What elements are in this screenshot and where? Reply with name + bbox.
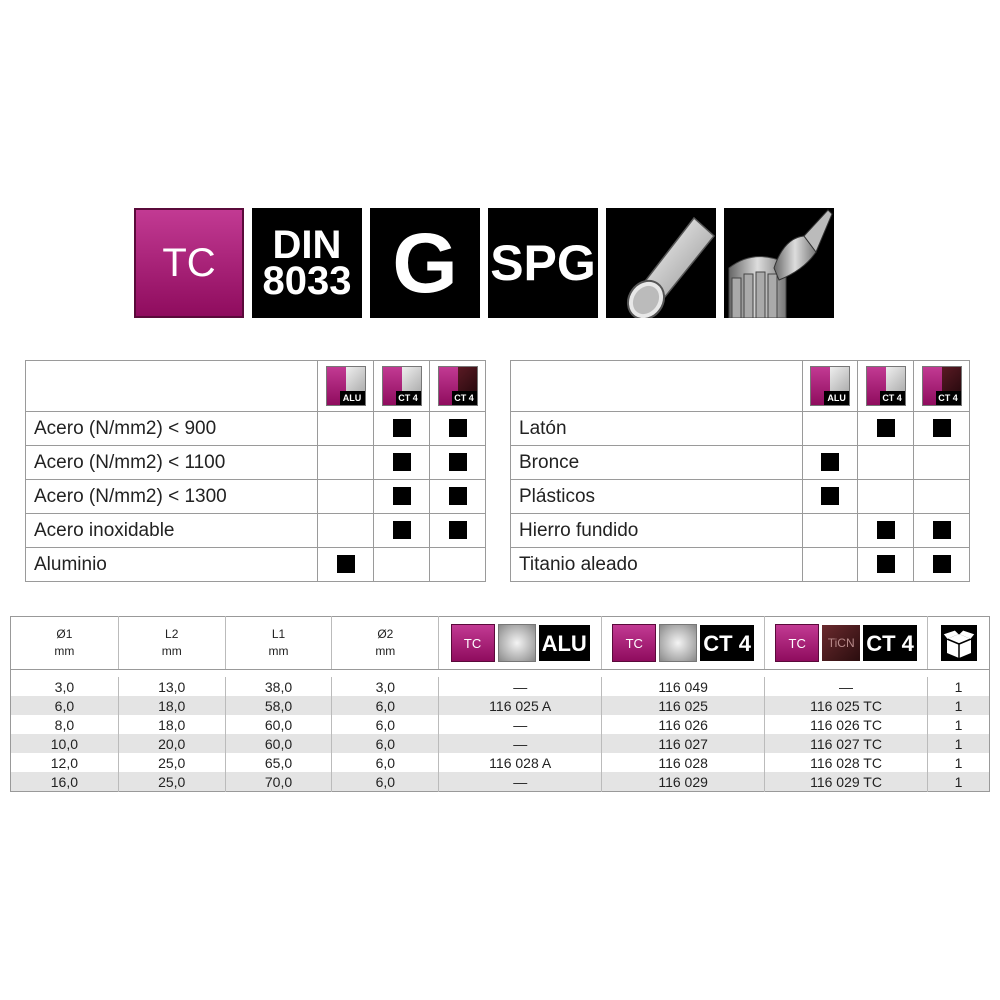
alu-tool-icon: ALU — [326, 366, 366, 406]
header-empty — [26, 361, 318, 412]
ct4-tool-icon: CT 4 — [866, 366, 906, 406]
table-row — [11, 696, 990, 715]
cell-alu: 116 028 A — [439, 753, 602, 772]
cell-alu: — — [439, 734, 602, 753]
header-alu — [318, 361, 374, 412]
table-row — [11, 772, 990, 792]
cell-qty: 1 — [954, 716, 963, 733]
cell-ct4: 116 028 — [602, 753, 765, 772]
cell-qty: 1 — [954, 754, 963, 771]
material-name: Latón — [511, 412, 803, 446]
check-square-icon — [933, 419, 951, 437]
check-square-icon — [821, 487, 839, 505]
col-alu — [439, 617, 602, 670]
material-row — [511, 480, 970, 514]
cell-ticn: 116 027 TC — [765, 734, 928, 753]
mark-ct4 — [374, 446, 430, 480]
material-table-left — [25, 360, 486, 582]
ct4-ticn-tool-icon: CT 4 — [922, 366, 962, 406]
cell-ticn: 116 025 TC — [765, 696, 928, 715]
cell-l2: 18,0 — [118, 715, 225, 734]
mark-ct4 — [858, 480, 914, 514]
mark-alu — [803, 480, 858, 514]
ct4-tool-icon: CT 4 — [382, 366, 422, 406]
mark-alu — [803, 446, 858, 480]
material-row — [511, 412, 970, 446]
check-square-icon — [821, 453, 839, 471]
dimension-header-row — [11, 617, 990, 670]
material-row — [511, 548, 970, 582]
cell-d1: 3,0 — [11, 677, 119, 696]
mark-ct4 — [858, 548, 914, 582]
cell-d2: 3,0 — [332, 677, 439, 696]
check-square-icon — [393, 487, 411, 505]
alu-coating-label: TC ALU — [451, 624, 590, 662]
header-ct4-ticn — [430, 361, 486, 412]
check-square-icon — [393, 419, 411, 437]
mark-ct4 — [858, 514, 914, 548]
ct4-ticn-tool-icon: CT 4 — [438, 366, 478, 406]
cell-l1: 38,0 — [225, 677, 332, 696]
check-square-icon — [393, 521, 411, 539]
col-d2: Ø2 mm — [332, 617, 439, 670]
mark-ct4-ticn — [914, 412, 970, 446]
mark-ct4-ticn — [914, 446, 970, 480]
alu-tool-icon: ALU — [810, 366, 850, 406]
mark-ct4-ticn — [914, 480, 970, 514]
material-row — [26, 446, 486, 480]
cell-qty: 1 — [928, 772, 990, 792]
header-ct4 — [858, 361, 914, 412]
mark-ct4-ticn — [430, 480, 486, 514]
g-badge — [370, 208, 480, 318]
cell-qty: 1 — [928, 696, 990, 715]
cell-d2: 6,0 — [332, 772, 439, 792]
mark-alu — [803, 412, 858, 446]
carbide-disk-icon — [498, 624, 536, 662]
mark-ct4-ticn — [430, 514, 486, 548]
mark-ct4 — [374, 412, 430, 446]
cell-qty: 1 — [928, 734, 990, 753]
mark-alu — [803, 514, 858, 548]
cell-alu: — — [439, 715, 602, 734]
din-badge — [252, 208, 362, 318]
check-square-icon — [933, 555, 951, 573]
col-ct4 — [602, 617, 765, 670]
cell-d2: 6,0 — [332, 753, 439, 772]
header-empty — [511, 361, 803, 412]
spg-badge — [488, 208, 598, 318]
material-table-right — [510, 360, 970, 582]
check-square-icon — [877, 521, 895, 539]
cell-alu: — — [439, 772, 602, 792]
material-row — [26, 548, 486, 582]
tube-icon — [606, 208, 716, 318]
mark-ct4-ticn — [430, 548, 486, 582]
material-name: Aluminio — [26, 548, 318, 582]
material-row — [511, 514, 970, 548]
header-alu — [803, 361, 858, 412]
badge-row — [134, 208, 842, 318]
cell-l1: 60,0 — [225, 715, 332, 734]
material-name: Bronce — [511, 446, 803, 480]
check-square-icon — [449, 419, 467, 437]
mark-alu — [803, 548, 858, 582]
mark-ct4-ticn — [914, 514, 970, 548]
cell-ct4: 116 049 — [602, 677, 765, 696]
dimension-table — [10, 616, 990, 792]
cell-l1: 60,0 — [225, 734, 332, 753]
mark-ct4 — [374, 480, 430, 514]
col-d1: Ø1 mm — [11, 617, 119, 670]
material-row — [26, 514, 486, 548]
mark-ct4-ticn — [430, 446, 486, 480]
cell-l1: 65,0 — [225, 753, 332, 772]
cell-alu: 116 025 A — [439, 696, 602, 715]
material-name: Acero (N/mm2) < 900 — [26, 412, 318, 446]
material-name: Acero (N/mm2) < 1100 — [26, 446, 318, 480]
mark-ct4-ticn — [914, 548, 970, 582]
check-square-icon — [449, 521, 467, 539]
cell-d2: 6,0 — [332, 734, 439, 753]
mark-alu — [318, 514, 374, 548]
ct4-coating-label: TC CT 4 — [612, 624, 754, 662]
col-l1: L1 mm — [225, 617, 332, 670]
check-square-icon — [449, 453, 467, 471]
col-ticn — [765, 617, 928, 670]
header-ct4-ticn — [914, 361, 970, 412]
tc-badge — [134, 208, 244, 318]
check-square-icon — [337, 555, 355, 573]
cell-ct4: 116 029 — [602, 772, 765, 792]
cell-l2: 13,0 — [118, 677, 225, 696]
material-name: Plásticos — [511, 480, 803, 514]
cell-d1: 10,0 — [11, 734, 119, 753]
check-square-icon — [393, 453, 411, 471]
col-l2: L2 mm — [118, 617, 225, 670]
cell-ct4: 116 027 — [602, 734, 765, 753]
mark-ct4 — [374, 514, 430, 548]
package-box-icon — [941, 625, 977, 661]
mark-alu — [318, 548, 374, 582]
cell-l2: 20,0 — [118, 734, 225, 753]
cell-d1: 12,0 — [11, 753, 119, 772]
ticn-coating-label: TC TiCN CT 4 — [775, 624, 917, 662]
material-name: Titanio aleado — [511, 548, 803, 582]
cell-ticn: 116 029 TC — [765, 772, 928, 792]
mark-alu — [318, 412, 374, 446]
material-row — [26, 480, 486, 514]
cell-ticn: 116 028 TC — [765, 753, 928, 772]
g-badge-label: G — [392, 215, 458, 310]
cell-l1: 70,0 — [225, 772, 332, 792]
carbide-disk-icon — [659, 624, 697, 662]
cell-l2: 25,0 — [118, 753, 225, 772]
mark-alu — [318, 480, 374, 514]
header-ct4 — [374, 361, 430, 412]
burr-tool-icon — [724, 208, 834, 318]
cell-l1: 58,0 — [225, 696, 332, 715]
cell-ct4: 116 025 — [602, 696, 765, 715]
mark-alu — [318, 446, 374, 480]
table-row — [11, 753, 990, 772]
mark-ct4 — [858, 412, 914, 446]
tc-badge-label: TC — [162, 240, 216, 285]
cell-d2: 6,0 — [332, 696, 439, 715]
table-row — [11, 734, 990, 753]
cell-ct4: 116 026 — [602, 715, 765, 734]
mark-ct4-ticn — [430, 412, 486, 446]
material-name: Acero (N/mm2) < 1300 — [26, 480, 318, 514]
material-name: Hierro fundido — [511, 514, 803, 548]
cell-alu: — — [439, 677, 602, 696]
spg-badge-label: SPG — [490, 235, 596, 291]
check-square-icon — [449, 487, 467, 505]
din-badge-line1: DIN — [272, 223, 342, 267]
mark-ct4 — [374, 548, 430, 582]
col-qty — [928, 617, 990, 670]
mark-ct4 — [858, 446, 914, 480]
cell-qty: 1 — [954, 678, 963, 695]
cell-d1: 16,0 — [11, 772, 119, 792]
check-square-icon — [877, 555, 895, 573]
check-square-icon — [877, 419, 895, 437]
cell-l2: 18,0 — [118, 696, 225, 715]
table-row — [11, 677, 990, 696]
check-square-icon — [933, 521, 951, 539]
cell-d1: 6,0 — [11, 696, 119, 715]
cell-ticn: — — [765, 677, 928, 696]
cell-d1: 8,0 — [11, 715, 119, 734]
table-row — [11, 715, 990, 734]
material-row — [26, 412, 486, 446]
cell-ticn: 116 026 TC — [765, 715, 928, 734]
cell-l2: 25,0 — [118, 772, 225, 792]
material-row — [511, 446, 970, 480]
material-name: Acero inoxidable — [26, 514, 318, 548]
din-badge-line2: 8033 — [262, 259, 352, 303]
cell-d2: 6,0 — [332, 715, 439, 734]
